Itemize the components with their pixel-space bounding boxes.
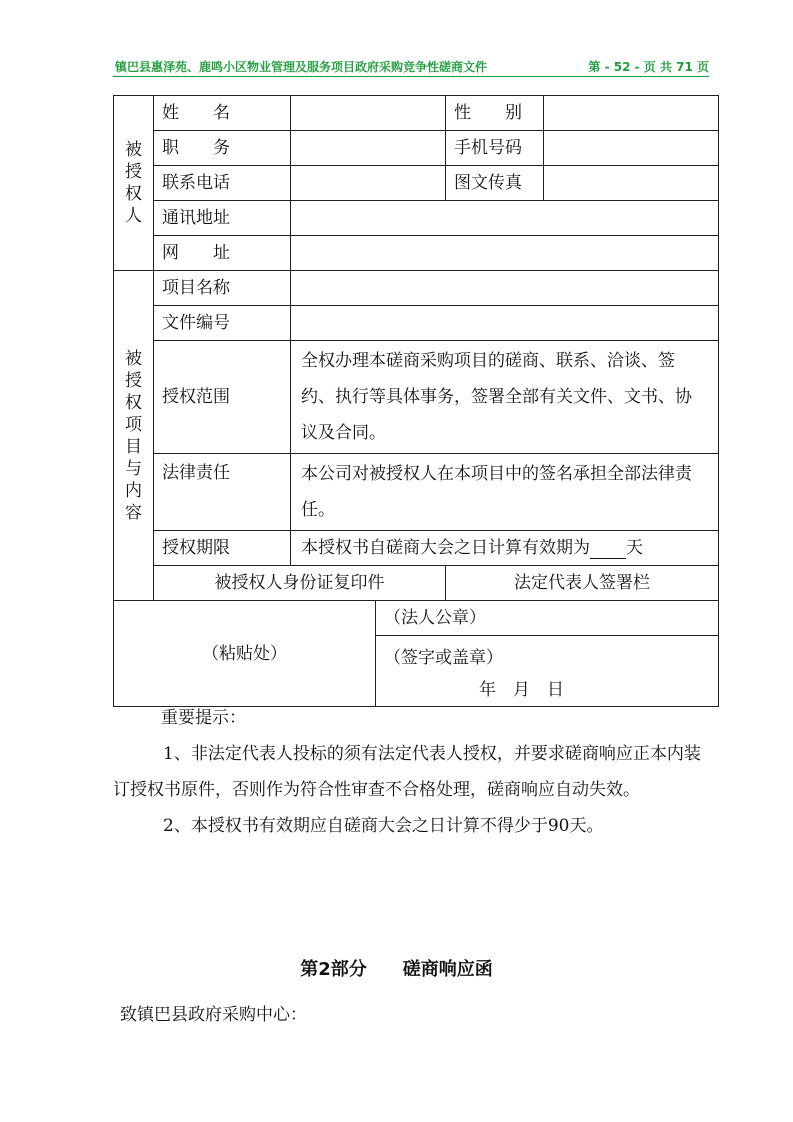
mobile-label: 手机号码 xyxy=(446,131,544,166)
name-field[interactable] xyxy=(291,96,446,131)
legal-seal-cell[interactable] xyxy=(376,601,719,636)
liability-label: 法律责任 xyxy=(154,454,291,531)
section-heading xyxy=(0,955,793,981)
phone-label: 联系电话 xyxy=(154,166,291,201)
date-line: 年 月 日 xyxy=(479,680,564,700)
scope-label: 授权范围 xyxy=(154,341,291,454)
id-copy-paste-area[interactable] xyxy=(114,601,376,707)
phone-field[interactable] xyxy=(291,166,446,201)
position-label: 职 务 xyxy=(154,131,291,166)
project-name-label: 项目名称 xyxy=(154,271,291,306)
legal-seal-label: （法人公章） xyxy=(384,608,486,628)
mobile-field[interactable] xyxy=(544,131,719,166)
address-field[interactable] xyxy=(291,201,719,236)
authorization-form-table xyxy=(113,95,719,707)
fax-label: 图文传真 xyxy=(446,166,544,201)
website-field[interactable] xyxy=(291,236,719,271)
header-document-title: 镇巴县惠泽苑、鹿鸣小区物业管理及服务项目政府采购竞争性磋商文件 xyxy=(115,60,488,74)
page-header xyxy=(113,58,709,77)
sign-or-seal-label: （签字或盖章） xyxy=(384,648,503,668)
name-label: 姓 名 xyxy=(154,96,291,131)
period-label: 授权期限 xyxy=(154,531,291,566)
authorized-person-group-label: 被 授 权 人 xyxy=(114,96,154,271)
notes-title: 重要提示： xyxy=(161,708,246,728)
gender-field[interactable] xyxy=(544,96,719,131)
doc-number-field[interactable] xyxy=(291,306,719,341)
period-unit: 天 xyxy=(626,538,643,558)
section-part-number: 第2部分 xyxy=(300,959,367,980)
gender-label: 性 别 xyxy=(446,96,544,131)
fax-field[interactable] xyxy=(544,166,719,201)
liability-text: 本公司对被授权人在本项目中的签名承担全部法律责任。 xyxy=(291,454,719,531)
period-text: 本授权书自磋商大会之日计算有效期为 xyxy=(301,538,590,558)
project-name-field[interactable] xyxy=(291,271,719,306)
note-item-1: 1、非法定代表人投标的须有法定代表人授权，并要求磋商响应正本内装订授权书原件，否则作为符合性审查不合格处理，磋商响应自动失效。 xyxy=(113,744,701,800)
id-copy-header: 被授权人身份证复印件 xyxy=(154,566,446,601)
scope-text: 全权办理本磋商采购项目的磋商、联系、洽谈、签约、执行等具体事务，签署全部有关文件、文书、协议及合同。 xyxy=(291,341,719,454)
website-label: 网 址 xyxy=(154,236,291,271)
paste-here-label: （粘贴处） xyxy=(202,643,287,664)
note-item-2: 2、本授权书有效期应自磋商大会之日计算不得少于90天。 xyxy=(163,816,604,836)
doc-number-label: 文件编号 xyxy=(154,306,291,341)
section-title: 磋商响应函 xyxy=(402,959,493,980)
period-days-blank[interactable] xyxy=(590,540,626,559)
important-notes xyxy=(113,700,713,844)
salutation: 致镇巴县政府采购中心： xyxy=(120,1005,307,1025)
header-page-number: 第 - 52 - 页 共 71 页 xyxy=(588,60,709,74)
sign-or-seal-cell[interactable] xyxy=(376,636,719,707)
address-label: 通讯地址 xyxy=(154,201,291,236)
position-field[interactable] xyxy=(291,131,446,166)
signature-header: 法定代表人签署栏 xyxy=(446,566,719,601)
period-cell xyxy=(291,531,719,566)
authorized-project-group-label: 被 授 权 项 目 与 内 容 xyxy=(114,271,154,601)
